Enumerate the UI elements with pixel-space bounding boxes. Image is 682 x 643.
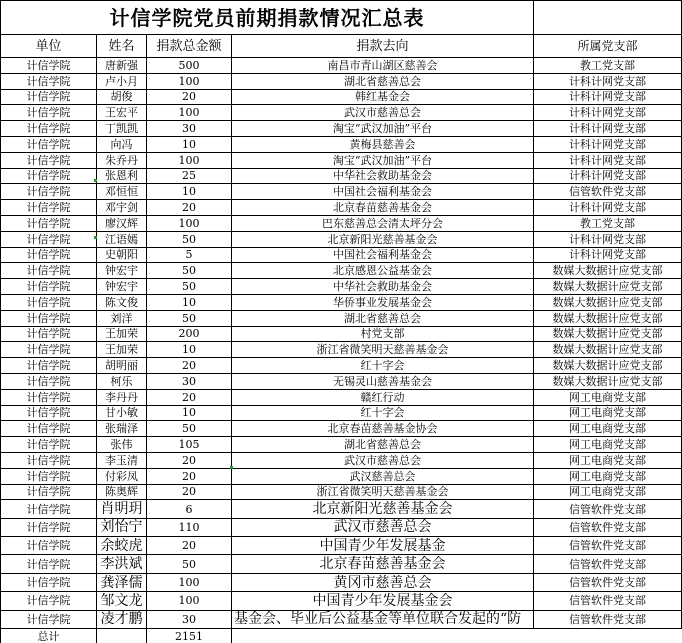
branch-cell[interactable]: 计科计网党支部 [534,121,682,137]
destination-cell[interactable]: 黄梅县慈善会 [232,136,534,152]
amount-cell[interactable]: 100 [147,215,232,231]
table-row [1,484,682,500]
branch-cell[interactable]: 信管软件党支部 [534,573,682,591]
total-amount[interactable]: 2151 [147,629,232,643]
name-cell[interactable]: 卢小月 [97,73,147,89]
destination-cell[interactable]: 北京春苗慈善基金会 [232,200,534,216]
destination-cell[interactable]: 赣红行动 [232,389,534,405]
destination-cell[interactable]: 基金会、毕业后公益基金等单位联合发起的“防 [232,610,534,628]
name-cell[interactable]: 肖明玥 [97,500,147,518]
amount-cell[interactable]: 50 [147,279,232,295]
branch-cell[interactable]: 信管软件党支部 [534,610,682,628]
destination-cell[interactable]: 武汉市慈善总会 [232,518,534,536]
name-cell[interactable]: 邓宇剑 [97,200,147,216]
unit-cell[interactable]: 计信学院 [1,310,97,326]
unit-cell[interactable]: 计信学院 [1,421,97,437]
unit-cell[interactable]: 计信学院 [1,231,97,247]
name-cell[interactable]: 王加荣 [97,326,147,342]
unit-cell[interactable]: 计信学院 [1,184,97,200]
destination-cell[interactable]: 南昌市青山湖区慈善会 [232,58,534,74]
table-row [1,121,682,137]
destination-cell[interactable]: 无锡灵山慈善基金会 [232,373,534,389]
amount-cell[interactable]: 50 [147,263,232,279]
table-row [1,263,682,279]
table-row [1,152,682,168]
branch-cell[interactable]: 教工党支部 [534,58,682,74]
amount-cell[interactable]: 100 [147,592,232,610]
unit-cell[interactable]: 计信学院 [1,518,97,536]
amount-cell[interactable]: 30 [147,610,232,628]
amount-cell[interactable]: 100 [147,152,232,168]
branch-cell[interactable]: 数媒大数据计应党支部 [534,310,682,326]
amount-cell[interactable]: 20 [147,200,232,216]
destination-cell[interactable]: 中华社会救助基金会 [232,279,534,295]
unit-cell[interactable]: 计信学院 [1,279,97,295]
unit-cell[interactable]: 计信学院 [1,373,97,389]
table-row [1,136,682,152]
amount-cell[interactable]: 30 [147,121,232,137]
header-unit[interactable]: 单位 [1,35,97,58]
destination-cell[interactable]: 红十字会 [232,358,534,374]
branch-cell[interactable]: 计科计网党支部 [534,152,682,168]
destination-cell[interactable]: 北京感恩公益基金会 [232,263,534,279]
amount-cell[interactable]: 50 [147,231,232,247]
destination-cell[interactable]: 巴东慈善总会清太坪分会 [232,215,534,231]
header-amount[interactable]: 捐款总金额 [147,35,232,58]
amount-cell[interactable]: 10 [147,136,232,152]
name-cell[interactable]: 余蛟虎 [97,537,147,555]
unit-cell[interactable]: 计信学院 [1,358,97,374]
branch-cell[interactable]: 信管软件党支部 [534,184,682,200]
name-cell[interactable]: 李玉清 [97,452,147,468]
amount-cell[interactable]: 10 [147,184,232,200]
destination-cell[interactable]: 村党支部 [232,326,534,342]
branch-cell[interactable]: 信管软件党支部 [534,555,682,573]
table-row [1,500,682,518]
header-branch[interactable]: 所属党支部 [534,35,682,58]
table-row [1,389,682,405]
table-row [1,184,682,200]
table-row [1,89,682,105]
unit-cell[interactable]: 计信学院 [1,389,97,405]
unit-cell[interactable]: 计信学院 [1,452,97,468]
note-marker-3 [230,466,233,469]
table-row [1,405,682,421]
branch-cell[interactable]: 数媒大数据计应党支部 [534,279,682,295]
table-row [1,200,682,216]
amount-cell[interactable]: 200 [147,326,232,342]
branch-cell[interactable]: 计科计网党支部 [534,200,682,216]
unit-cell[interactable]: 计信学院 [1,405,97,421]
branch-cell[interactable]: 计科计网党支部 [534,89,682,105]
destination-cell[interactable]: 湖北省慈善总会 [232,73,534,89]
unit-cell[interactable]: 计信学院 [1,58,97,74]
destination-cell[interactable]: 武汉市慈善总会 [232,452,534,468]
destination-cell[interactable]: 北京春苗慈善基金协会 [232,421,534,437]
name-cell[interactable]: 邹文龙 [97,592,147,610]
table-row [1,610,682,628]
name-cell[interactable]: 钟宏宇 [97,263,147,279]
name-cell[interactable]: 龚泽儒 [97,573,147,591]
amount-cell[interactable]: 500 [147,58,232,74]
amount-cell[interactable]: 30 [147,373,232,389]
name-cell[interactable]: 陈文俊 [97,294,147,310]
destination-cell[interactable]: 北京新阳光慈善基金会 [232,231,534,247]
name-cell[interactable]: 张瑞泽 [97,421,147,437]
branch-cell[interactable]: 计科计网党支部 [534,136,682,152]
unit-cell[interactable]: 计信学院 [1,247,97,263]
table-row [1,105,682,121]
table-row [1,573,682,591]
name-cell[interactable]: 胡明丽 [97,358,147,374]
name-cell[interactable]: 唐新强 [97,58,147,74]
table-row [1,555,682,573]
unit-cell[interactable]: 计信学院 [1,342,97,358]
amount-cell[interactable]: 20 [147,452,232,468]
branch-cell[interactable]: 数媒大数据计应党支部 [534,294,682,310]
destination-cell[interactable]: 中国社会福利基金会 [232,184,534,200]
unit-cell[interactable]: 计信学院 [1,73,97,89]
amount-cell[interactable]: 50 [147,310,232,326]
name-cell[interactable]: 王宏平 [97,105,147,121]
unit-cell[interactable]: 计信学院 [1,263,97,279]
total-row [1,629,682,643]
name-cell[interactable]: 刘洋 [97,310,147,326]
table-row [1,437,682,453]
name-cell[interactable]: 付彩凤 [97,468,147,484]
branch-cell[interactable]: 网工电商党支部 [534,421,682,437]
table-row [1,592,682,610]
destination-cell[interactable]: 北京春苗慈善基金会 [232,555,534,573]
destination-cell[interactable]: 北京新阳光慈善基金会 [232,500,534,518]
note-marker-2 [94,236,97,239]
destination-cell[interactable]: 中国青少年发展基金 [232,537,534,555]
branch-cell[interactable]: 网工电商党支部 [534,405,682,421]
unit-cell[interactable]: 计信学院 [1,555,97,573]
branch-cell[interactable]: 计科计网党支部 [534,105,682,121]
name-cell[interactable]: 柯乐 [97,373,147,389]
unit-cell[interactable]: 计信学院 [1,136,97,152]
branch-cell[interactable]: 网工电商党支部 [534,437,682,453]
name-cell[interactable]: 邓恒恒 [97,184,147,200]
branch-cell[interactable]: 教工党支部 [534,215,682,231]
table-row [1,468,682,484]
destination-cell[interactable]: 华侨事业发展基金会 [232,294,534,310]
table-row [1,168,682,184]
branch-cell[interactable]: 计科计网党支部 [534,231,682,247]
name-cell[interactable]: 向冯 [97,136,147,152]
branch-cell[interactable]: 网工电商党支部 [534,452,682,468]
name-cell[interactable]: 王加荣 [97,342,147,358]
total-label[interactable]: 总计 [1,629,97,643]
table-title: 计信学院党员前期捐款情况汇总表 [1,1,534,35]
amount-cell[interactable]: 25 [147,168,232,184]
total-blank-cell[interactable] [97,629,147,643]
name-cell[interactable]: 朱乔丹 [97,152,147,168]
destination-cell[interactable]: 中国社会福利基金会 [232,247,534,263]
branch-cell[interactable]: 网工电商党支部 [534,468,682,484]
unit-cell[interactable]: 计信学院 [1,500,97,518]
branch-cell[interactable]: 计科计网党支部 [534,247,682,263]
unit-cell[interactable]: 计信学院 [1,592,97,610]
header-row [1,35,682,58]
branch-cell[interactable]: 计科计网党支部 [534,73,682,89]
amount-cell[interactable]: 100 [147,105,232,121]
table-row [1,421,682,437]
amount-cell[interactable]: 5 [147,247,232,263]
amount-cell[interactable]: 20 [147,537,232,555]
amount-cell[interactable]: 20 [147,468,232,484]
branch-cell[interactable]: 数媒大数据计应党支部 [534,263,682,279]
table-row [1,73,682,89]
destination-cell[interactable]: 湖北省慈善总会 [232,437,534,453]
table-row [1,452,682,468]
table-row [1,326,682,342]
unit-cell[interactable]: 计信学院 [1,89,97,105]
amount-cell[interactable]: 50 [147,421,232,437]
unit-cell[interactable]: 计信学院 [1,168,97,184]
destination-cell[interactable]: 浙江省微笑明天慈善基金会 [232,342,534,358]
table-row [1,279,682,295]
name-cell[interactable]: 张伟 [97,437,147,453]
name-cell[interactable]: 钟宏宇 [97,279,147,295]
branch-cell[interactable]: 信管软件党支部 [534,537,682,555]
total-empty-cell[interactable] [534,629,682,643]
name-cell[interactable]: 凌才鹏 [97,610,147,628]
name-cell[interactable]: 甘小敏 [97,405,147,421]
header-destination[interactable]: 捐款去向 [232,35,534,58]
branch-cell[interactable]: 网工电商党支部 [534,389,682,405]
destination-cell[interactable]: 中华社会救助基金会 [232,168,534,184]
destination-cell[interactable]: 韩红基金会 [232,89,534,105]
unit-cell[interactable]: 计信学院 [1,537,97,555]
table-row [1,358,682,374]
unit-cell[interactable]: 计信学院 [1,573,97,591]
name-cell[interactable]: 胡俊 [97,89,147,105]
table-row [1,310,682,326]
unit-cell[interactable]: 计信学院 [1,200,97,216]
amount-cell[interactable]: 6 [147,500,232,518]
unit-cell[interactable]: 计信学院 [1,484,97,500]
amount-cell[interactable]: 105 [147,437,232,453]
branch-cell[interactable]: 信管软件党支部 [534,592,682,610]
name-cell[interactable]: 廖汉辉 [97,215,147,231]
table-row [1,294,682,310]
destination-cell[interactable]: 浙江省微笑明天慈善基金会 [232,484,534,500]
branch-cell[interactable]: 计科计网党支部 [534,168,682,184]
amount-cell[interactable]: 100 [147,73,232,89]
amount-cell[interactable]: 10 [147,342,232,358]
name-cell[interactable]: 江语嫣 [97,231,147,247]
amount-cell[interactable]: 20 [147,389,232,405]
branch-cell[interactable]: 数媒大数据计应党支部 [534,342,682,358]
table-row [1,537,682,555]
unit-cell[interactable]: 计信学院 [1,437,97,453]
name-cell[interactable]: 刘怡宁 [97,518,147,536]
title-blank-cell[interactable] [534,1,682,35]
table-row [1,58,682,74]
unit-cell[interactable]: 计信学院 [1,121,97,137]
branch-cell[interactable]: 网工电商党支部 [534,484,682,500]
branch-cell[interactable]: 数媒大数据计应党支部 [534,326,682,342]
destination-cell[interactable]: 淘宝“武汉加油”平台 [232,152,534,168]
branch-cell[interactable]: 数媒大数据计应党支部 [534,373,682,389]
amount-cell[interactable]: 10 [147,405,232,421]
table-row [1,373,682,389]
name-cell[interactable]: 陈奥辉 [97,484,147,500]
table-row [1,215,682,231]
unit-cell[interactable]: 计信学院 [1,215,97,231]
total-empty-cell[interactable] [232,629,534,643]
amount-cell[interactable]: 20 [147,89,232,105]
name-cell[interactable]: 李洪斌 [97,555,147,573]
branch-cell[interactable]: 数媒大数据计应党支部 [534,358,682,374]
amount-cell[interactable]: 100 [147,573,232,591]
unit-cell[interactable]: 计信学院 [1,152,97,168]
amount-cell[interactable]: 50 [147,555,232,573]
destination-cell[interactable]: 武汉慈善总会 [232,468,534,484]
destination-cell[interactable]: 湖北省慈善总会 [232,310,534,326]
branch-cell[interactable]: 信管软件党支部 [534,518,682,536]
table-row [1,342,682,358]
unit-cell[interactable]: 计信学院 [1,105,97,121]
destination-cell[interactable]: 红十字会 [232,405,534,421]
table-row [1,518,682,536]
branch-cell[interactable]: 信管软件党支部 [534,500,682,518]
note-marker-1 [94,179,97,182]
table-row [1,247,682,263]
amount-cell[interactable]: 20 [147,358,232,374]
destination-cell[interactable]: 武汉市慈善总会 [232,105,534,121]
name-cell[interactable]: 张恩利 [97,168,147,184]
amount-cell[interactable]: 20 [147,484,232,500]
destination-cell[interactable]: 黄冈市慈善总会 [232,573,534,591]
header-name[interactable]: 姓名 [97,35,147,58]
destination-cell[interactable]: 中国青少年发展基金会 [232,592,534,610]
unit-cell[interactable]: 计信学院 [1,294,97,310]
unit-cell[interactable]: 计信学院 [1,610,97,628]
name-cell[interactable]: 丁凯凯 [97,121,147,137]
name-cell[interactable]: 史朝阳 [97,247,147,263]
amount-cell[interactable]: 10 [147,294,232,310]
table-row [1,231,682,247]
name-cell[interactable]: 李丹丹 [97,389,147,405]
destination-cell[interactable]: 淘宝“武汉加油”平台 [232,121,534,137]
amount-cell[interactable]: 110 [147,518,232,536]
unit-cell[interactable]: 计信学院 [1,468,97,484]
unit-cell[interactable]: 计信学院 [1,326,97,342]
